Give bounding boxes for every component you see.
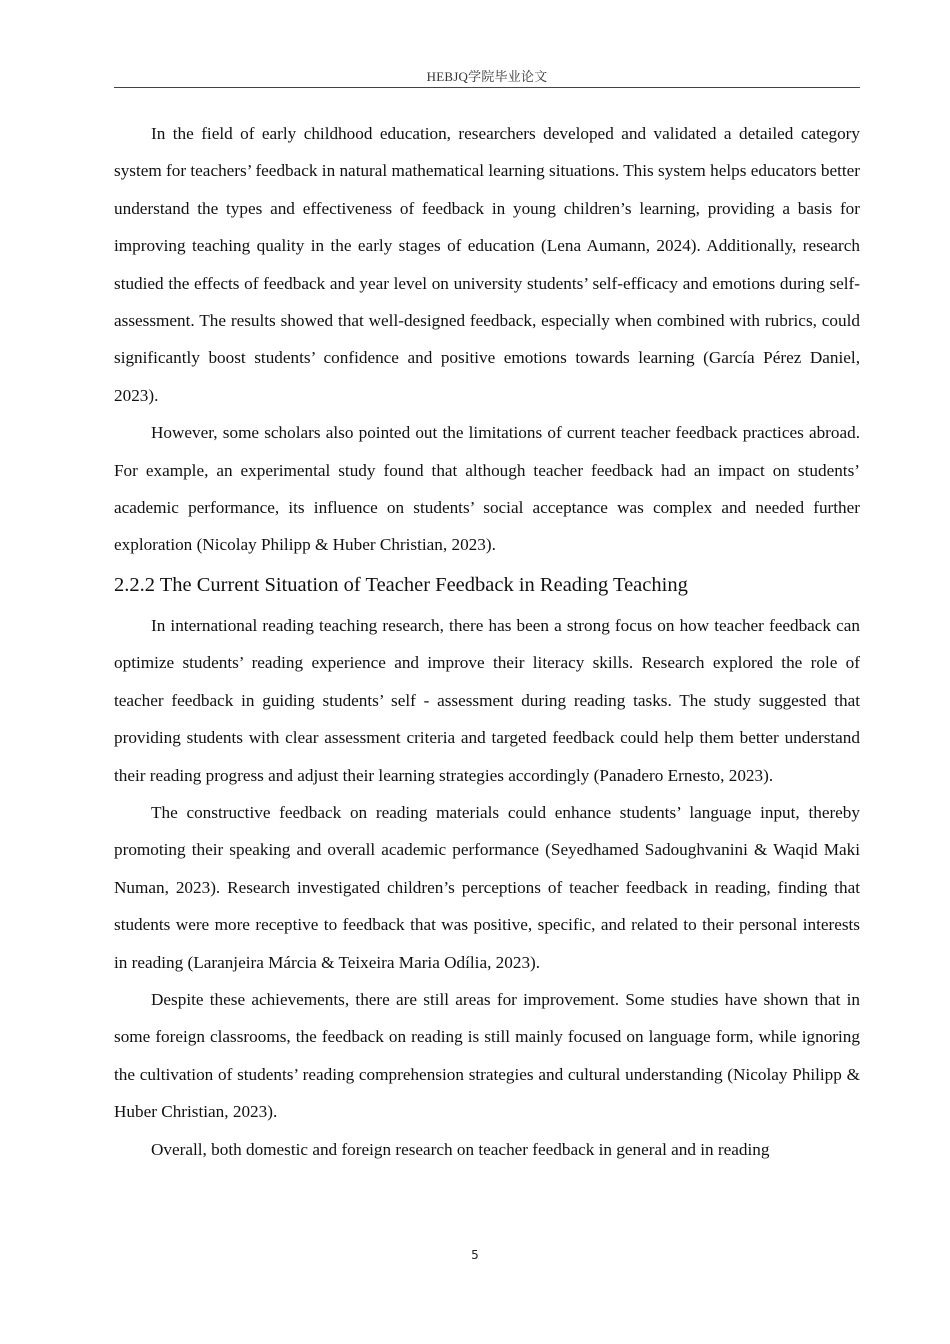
body-text xyxy=(114,115,860,1168)
paragraph: However, some scholars also pointed out the limitations of current teacher feedback practices abroad. For example, an experimental study found that although teacher feedback had an impact on students’ academic performance, its influence on students’ social acceptance was complex and needed further exploration (Nicolay Philipp & Huber Christian, 2023). xyxy=(114,423,860,555)
paragraph: Despite these achievements, there are still areas for improvement. Some studies have shown that in some foreign classrooms, the feedback on reading is still mainly focused on language form, while ignoring the cultivation of students’ reading comprehension strategies and cultural understanding (Nicolay Philipp & Huber Christian, 2023). xyxy=(114,989,860,1122)
section-heading: 2.2.2 The Current Situation of Teacher Feedback in Reading Teaching xyxy=(114,573,688,596)
paragraph: In the field of early childhood education, researchers developed and validated a detailed category system for teachers’ feedback in natural mathematical learning situations. This system helps educators better understand the types and effectiveness of feedback in young children’s learning, providing a basis for improving teaching quality in the early stages of education (Lena Aumann, 2024). Additionally, research studied the effects of feedback and year level on university students’ self-efficacy and emotions during self-assessment. The results showed that well-designed feedback, especially when combined with rubrics, could significantly boost students’ confidence and positive emotions towards learning (García Pérez Daniel, 2023). xyxy=(114,124,860,405)
paragraph: The constructive feedback on reading materials could enhance students’ language input, thereby promoting their speaking and overall academic performance (Seyedhamed Sadoughvanini & Waqid Maki Numan, 2023). Research investigated children’s perceptions of teacher feedback in reading, finding that students were more receptive to feedback that was positive, specific, and related to their personal interests in reading (Laranjeira Márcia & Teixeira Maria Odília, 2023). xyxy=(114,802,860,972)
paragraph: In international reading teaching research, there has been a strong focus on how teacher feedback can optimize students’ reading experience and improve their literacy skills. Research explored the role of teacher feedback in guiding students’ self - assessment during reading tasks. The study suggested that providing students with clear assessment criteria and targeted feedback could help them better understand their reading progress and adjust their learning strategies accordingly (Panadero Ernesto, 2023). xyxy=(114,615,860,785)
running-header: HEBJQ学院毕业论文 xyxy=(426,69,548,84)
header-divider xyxy=(114,87,860,88)
paragraph: Overall, both domestic and foreign research on teacher feedback in general and in reading xyxy=(151,1139,770,1159)
page-number: 5 xyxy=(471,1248,479,1262)
